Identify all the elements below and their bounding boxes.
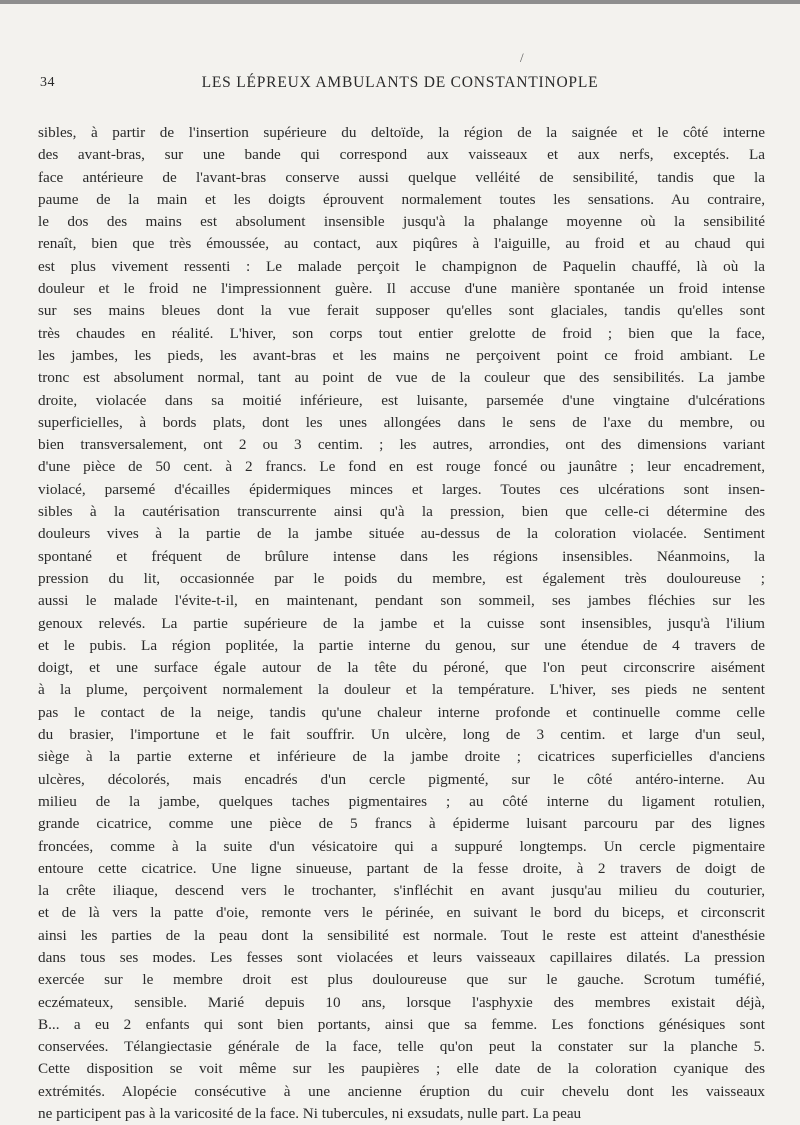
text-line: pas le contact de la neige, tandis qu'une chaleur interne profonde et continuelle comme celle (38, 703, 765, 721)
text-line: superficielles, à bords plats, dont les unes allongées dans le sens de l'axe du membre, ou (38, 413, 765, 431)
text-line: spontané et fréquent de brûlure intense dans les régions insensibles. Néanmoins, la (38, 547, 765, 565)
text-line: pression du lit, occasionnée par le poids du membre, est également très douloureuse ; (38, 569, 765, 587)
text-line: renaît, bien que très émoussée, au contact, aux piqûres à l'aiguille, au froid et au chaud qui (38, 235, 765, 253)
page-number: 34 (40, 75, 55, 90)
text-line: siège à la partie externe et inférieure de la jambe droite ; cicatrices superficielles d'anciens (38, 748, 765, 766)
stray-mark: / (520, 50, 524, 65)
text-line: est plus vivement ressenti : Le malade perçoit le champignon de Paquelin chauffé, là où la (38, 257, 765, 275)
text-line: très chaudes en réalité. L'hiver, son corps tout entier grelotte de froid ; bien que la face, (38, 324, 765, 342)
text-line: froncées, comme à la suite d'un vésicatoire qui a suppuré longtemps. Un cercle pigmentaire (38, 837, 765, 855)
text-line: à la plume, perçoivent normalement la douleur et la température. L'hiver, ses pieds ne sentent (38, 681, 765, 699)
text-line: paume de la main et les doigts éprouvent normalement toutes les sensations. Au contraire, (38, 190, 765, 208)
text-line: douleurs vives à la partie de la jambe située au-dessus de la coloration violacée. Sentiment (38, 525, 765, 543)
running-title: LES LÉPREUX AMBULANTS DE CONSTANTINOPLE (201, 74, 599, 91)
text-line: eczémateux, sensible. Marié depuis 10 ans, lorsque l'asphyxie des membres existait déjà, (38, 993, 765, 1011)
text-line: doigt, et une surface égale autour de la tête du péroné, que l'on peut circonscrire aisément (38, 659, 765, 677)
text-line: douleur et le froid ne l'impressionnent guère. Il accuse d'une manière spontanée un froid intense (38, 280, 765, 298)
text-line: des avant-bras, sur une bande qui correspond aux vaisseaux et aux nerfs, exceptés. La (38, 146, 765, 164)
text-line: du brasier, l'importune et le fait souffrir. Un ulcère, long de 3 centim. et large d'un seul, (38, 726, 765, 744)
text-line: milieu de la jambe, quelques taches pigmentaires ; au côté interne du ligament rotulien, (38, 792, 765, 810)
text-line: exercée sur le membre droit est plus douloureuse que sur le gauche. Scrotum tuméfié, (38, 971, 765, 989)
text-line: entoure cette cicatrice. Une ligne sinueuse, partant de la fesse droite, à 2 travers de doigt de (38, 859, 765, 877)
top-edge-rule (0, 0, 800, 4)
text-line: B... a eu 2 enfants qui sont bien portants, ainsi que sa femme. Les fonctions génésiques sont (38, 1015, 765, 1033)
text-line: ne participent pas à la varicosité de la face. Ni tubercules, ni exsudats, nulle part. La peau (38, 1105, 582, 1123)
text-line: grande cicatrice, comme une pièce de 5 francs à épiderme luisant parcouru par des lignes (38, 815, 765, 833)
text-line: aussi le malade l'évite-t-il, en maintenant, pendant son sommeil, ses jambes fléchies sur les (38, 592, 765, 610)
text-line: face antérieure de l'avant-bras conserve aussi quelque velléité de sensibilité, tandis que la (38, 168, 765, 186)
text-line: le dos des mains est absolument insensible jusqu'à la phalange moyenne où la sensibilité (38, 213, 765, 231)
text-line: les jambes, les pieds, les avant-bras et les mains ne perçoivent point ce froid ambiant. Le (38, 346, 765, 364)
text-line: droite, violacée dans sa moitié inférieure, est luisante, parsemée d'une vingtaine d'ulcérations (38, 391, 765, 409)
text-line: et de là vers la patte d'oie, remonte vers le périnée, en suivant le bord du biceps, et circonscrit (38, 904, 765, 922)
text-line: et le pubis. La région poplitée, la partie interne du genou, sur une étendue de 4 travers de (38, 636, 765, 654)
text-line: d'une pièce de 50 cent. à 2 francs. Le fond en est rouge foncé ou jaunâtre ; leur encadrement, (38, 458, 765, 476)
text-line: Cette disposition se voit même sur les paupières ; elle date de la coloration cyanique des (38, 1060, 765, 1078)
text-line: violacé, parsemé d'écailles épidermiques minces et larges. Toutes ces ulcérations sont insen- (38, 480, 765, 498)
text-line: la crête iliaque, descend vers le trochanter, s'infléchit en avant jusqu'au milieu du couturier, (38, 882, 765, 900)
text-line: ainsi les parties de la peau dont la sensibilité est normale. Tout le reste est atteint d'anesthésie (38, 926, 765, 944)
text-line: extrémités. Alopécie consécutive à une ancienne éruption du cuir chevelu dont les vaisseaux (38, 1082, 765, 1100)
text-line: dans tous ses modes. Les fesses sont violacées et leurs vaisseaux capillaires dilatés. La pression (38, 948, 765, 966)
text-line: conservées. Télangiectasie générale de la face, telle qu'on peut la constater sur la planche 5. (38, 1038, 765, 1056)
text-line: sibles à la cautérisation transcurrente ainsi qu'à la pression, bien que celle-ci détermine des (38, 503, 765, 521)
text-line: ulcères, décolorés, mais encadrés d'un cercle pigmenté, sur le côté antéro-interne. Au (38, 770, 765, 788)
text-line: genoux relevés. La partie supérieure de la jambe et la cuisse sont insensibles, jusqu'à l'ilium (38, 614, 765, 632)
text-line: sibles, à partir de l'insertion supérieure du deltoïde, la région de la saignée et le côté interne (38, 124, 765, 141)
text-line: bien transversalement, ont 2 ou 3 centim. ; les autres, arrondies, ont des dimensions variant (38, 436, 765, 454)
text-line: tronc est absolument normal, tant au point de vue de la couleur que des sensibilités. La jambe (38, 369, 765, 387)
text-line: sur ses mains bleues dont la vue ferait supposer qu'elles sont glaciales, tandis qu'elles sont (38, 302, 765, 320)
body-text (38, 122, 765, 1123)
